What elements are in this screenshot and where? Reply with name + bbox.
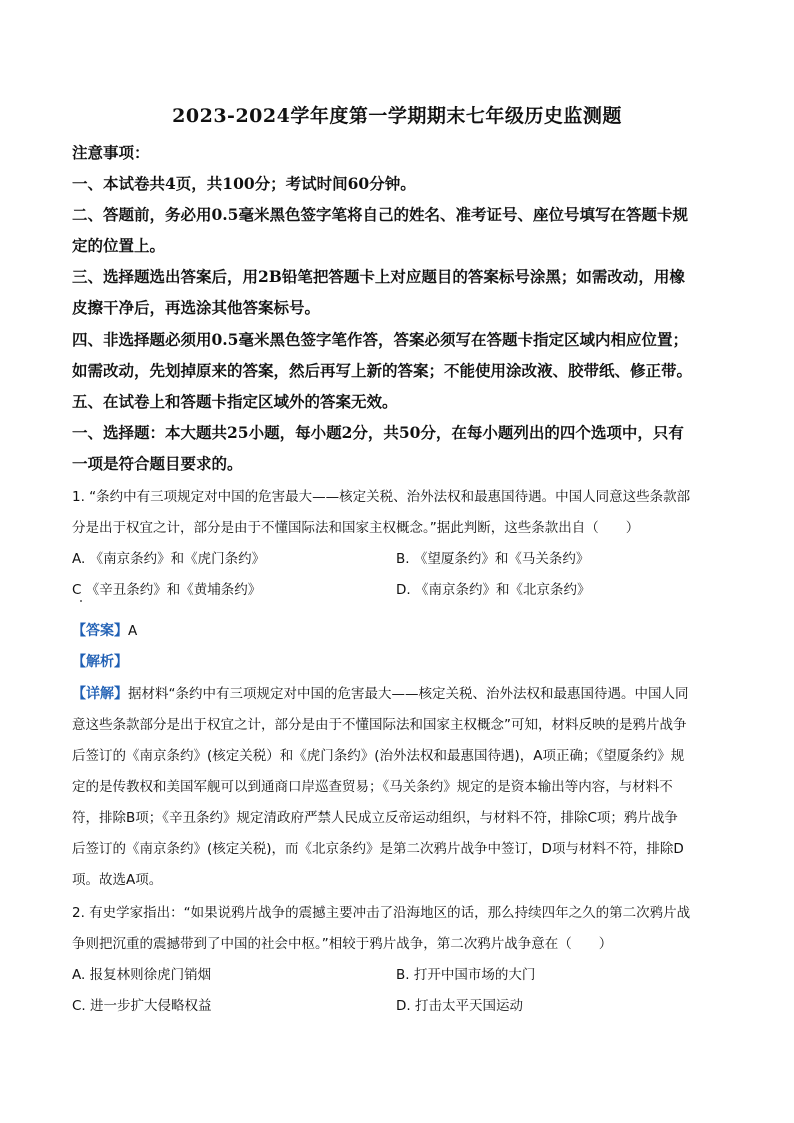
section-heading: 一项是符合题目要求的。 — [72, 454, 243, 473]
question-1-stem: 分是出于权宜之计，部分是由于不懂国际法和国家主权概念。”据此判断，这些条款出自（ ） — [72, 520, 640, 536]
notice-line: 皮擦干净后，再选涂其他答案标号。 — [72, 298, 321, 317]
q1-option-d: D. 《南京条约》和《北京条约》 — [396, 582, 591, 598]
analysis-label: 【解析】 — [72, 654, 128, 670]
detail-text: 据材料“条约中有三项规定对中国的危害最大——核定关税、治外法权和最惠国待遇。中国人同 — [128, 686, 689, 702]
q1-detail: 符，排除B项；《辛丑条约》规定清政府严禁人民成立反帝运动组织，与材料不符，排除C项；鸦片战争 — [72, 810, 678, 826]
stray-dot — [80, 600, 82, 602]
q2-option-b: B. 打开中国市场的大门 — [396, 967, 536, 983]
q1-detail — [72, 682, 689, 703]
exam-title: 2023-2024学年度第一学期期末七年级历史监测题 — [172, 105, 622, 127]
q1-answer — [72, 620, 137, 640]
q1-analysis — [72, 651, 128, 671]
q1-option-c: C 《辛丑条约》和《黄埔条约》 — [72, 582, 262, 598]
q1-detail: 定的是传教权和美国军舰可以到通商口岸巡查贸易；《马关条约》规定的是资本输出等内容，与材料不 — [72, 779, 673, 795]
q1-detail: 意这些条款部分是出于权宜之计，部分是由于不懂国际法和国家主权概念”可知，材料反映的是鸦片战争 — [72, 717, 687, 733]
notice-line: 如需改动，先划掉原来的答案，然后再写上新的答案；不能使用涂改液、胶带纸、修正带。 — [72, 361, 693, 380]
notice-heading: 注意事项： — [72, 143, 150, 162]
question-2-stem: 2. 有史学家指出：“如果说鸦片战争的震撼主要冲击了沿海地区的话，那么持续四年之久的第二次鸦片战 — [72, 905, 691, 921]
notice-line: 四、非选择题必须用0.5毫米黑色签字笔作答，答案必须写在答题卡指定区域内相应位置； — [72, 330, 688, 349]
answer-label: 【答案】 — [72, 623, 128, 639]
q2-option-a: A. 报复林则徐虎门销烟 — [72, 967, 212, 983]
answer-value: A — [128, 623, 138, 639]
q1-option-a: A. 《南京条约》和《虎门条约》 — [72, 551, 266, 567]
notice-line: 一、本试卷共4页，共100分；考试时间60分钟。 — [72, 174, 416, 193]
q2-option-d: D. 打击太平天国运动 — [396, 998, 523, 1014]
detail-label: 【详解】 — [72, 686, 128, 702]
q1-detail: 项。故选A项。 — [72, 872, 163, 888]
question-1-stem: 1. “条约中有三项规定对中国的危害最大——核定关税、治外法权和最惠国待遇。中国人同意这些条款部 — [72, 489, 691, 505]
section-heading: 一、选择题：本大题共25小题，每小题2分，共50分，在每小题列出的四个选项中，只有 — [72, 423, 684, 442]
q1-option-b: B. 《望厦条约》和《马关条约》 — [396, 551, 590, 567]
q1-detail: 后签订的《南京条约》(核定关税)，而《北京条约》是第二次鸦片战争中签订，D项与材料不符，排除D — [72, 841, 684, 857]
q1-detail: 后签订的《南京条约》(核定关税）和《虎门条约》(治外法权和最惠国待遇)，A项正确；《望厦条约》规 — [72, 748, 685, 764]
notice-line: 三、选择题选出答案后，用2B铅笔把答题卡上对应题目的答案标号涂黑；如需改动，用橡 — [72, 267, 685, 286]
notice-line: 五、在试卷上和答题卡指定区域外的答案无效。 — [72, 392, 398, 411]
notice-line: 二、答题前，务必用0.5毫米黑色签字笔将自己的姓名、准考证号、座位号填写在答题卡规 — [72, 205, 688, 224]
question-2-stem: 争则把沉重的震撼带到了中国的社会中枢。”相较于鸦片战争，第二次鸦片战争意在（ ） — [72, 936, 613, 952]
q2-option-c: C. 进一步扩大侵略权益 — [72, 998, 212, 1014]
notice-line: 定的位置上。 — [72, 236, 166, 255]
